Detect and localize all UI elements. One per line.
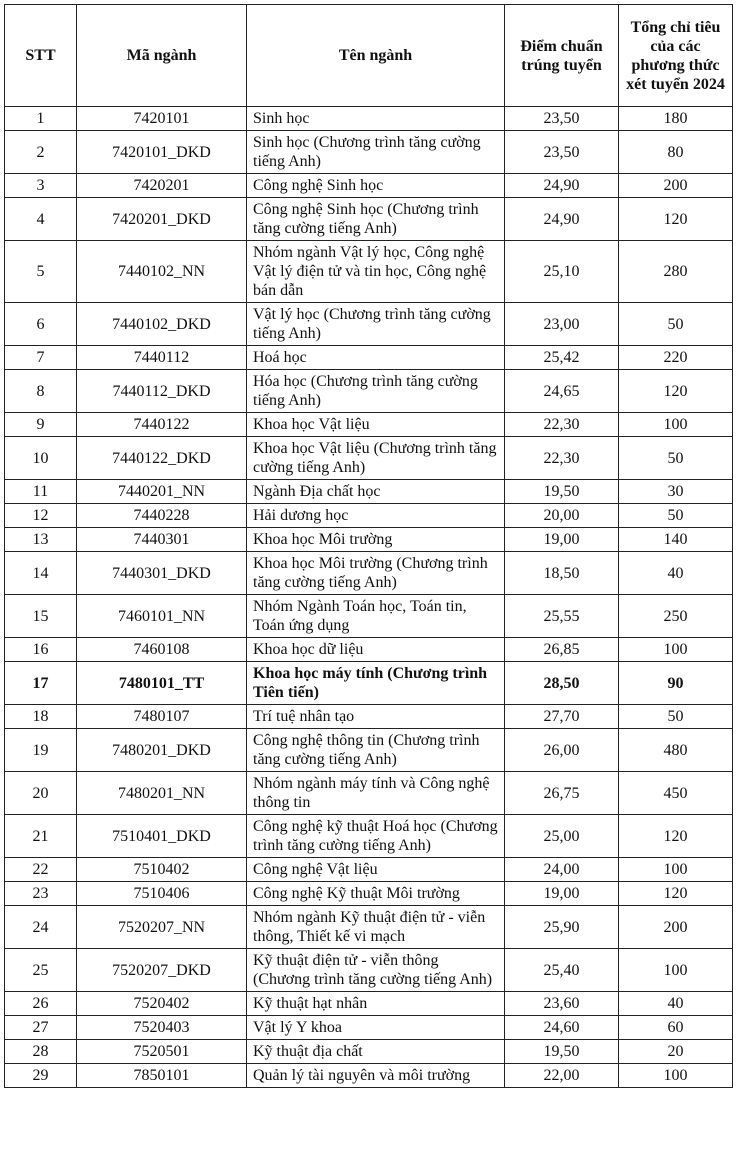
cell-quota: 100 — [619, 413, 733, 437]
cell-stt: 27 — [5, 1016, 77, 1040]
table-row — [5, 906, 733, 949]
cell-major-name: Kỹ thuật hạt nhân — [247, 992, 505, 1016]
table-row — [5, 480, 733, 504]
cell-stt: 18 — [5, 705, 77, 729]
cell-cutoff-score: 24,90 — [505, 174, 619, 198]
cell-major-code: 7440102_NN — [77, 241, 247, 303]
cell-major-code: 7510406 — [77, 882, 247, 906]
cell-quota: 60 — [619, 1016, 733, 1040]
cell-quota: 80 — [619, 131, 733, 174]
cell-major-name: Vật lý học (Chương trình tăng cường tiếng Anh) — [247, 303, 505, 346]
cell-major-name: Nhóm ngành Vật lý học, Công nghệ Vật lý điện tử và tin học, Công nghệ bán dẫn — [247, 241, 505, 303]
cell-stt: 26 — [5, 992, 77, 1016]
cell-stt: 21 — [5, 815, 77, 858]
cell-major-code: 7440122 — [77, 413, 247, 437]
cell-stt: 4 — [5, 198, 77, 241]
table-row — [5, 858, 733, 882]
cell-major-code: 7850101 — [77, 1064, 247, 1088]
cell-quota: 20 — [619, 1040, 733, 1064]
cell-major-name: Khoa học Môi trường (Chương trình tăng cường tiếng Anh) — [247, 552, 505, 595]
cell-quota: 200 — [619, 906, 733, 949]
cell-cutoff-score: 26,75 — [505, 772, 619, 815]
table-header — [5, 5, 733, 107]
cell-cutoff-score: 24,65 — [505, 370, 619, 413]
cell-cutoff-score: 26,00 — [505, 729, 619, 772]
cell-major-code: 7440102_DKD — [77, 303, 247, 346]
cell-major-code: 7440112_DKD — [77, 370, 247, 413]
cell-cutoff-score: 19,50 — [505, 1040, 619, 1064]
cell-cutoff-score: 20,00 — [505, 504, 619, 528]
cell-quota: 220 — [619, 346, 733, 370]
cell-major-name: Quản lý tài nguyên và môi trường — [247, 1064, 505, 1088]
table-row — [5, 992, 733, 1016]
cell-cutoff-score: 22,30 — [505, 413, 619, 437]
cell-cutoff-score: 25,00 — [505, 815, 619, 858]
table-row — [5, 949, 733, 992]
cell-stt: 15 — [5, 595, 77, 638]
cell-stt: 12 — [5, 504, 77, 528]
cell-major-name: Nhóm Ngành Toán học, Toán tin, Toán ứng dụng — [247, 595, 505, 638]
cell-cutoff-score: 19,00 — [505, 882, 619, 906]
table-row — [5, 595, 733, 638]
table-row — [5, 662, 733, 705]
cell-major-name: Hoá học — [247, 346, 505, 370]
cell-quota: 50 — [619, 437, 733, 480]
cell-quota: 100 — [619, 1064, 733, 1088]
cell-major-name: Khoa học Vật liệu (Chương trình tăng cường tiếng Anh) — [247, 437, 505, 480]
cell-stt: 28 — [5, 1040, 77, 1064]
cell-stt: 3 — [5, 174, 77, 198]
cell-cutoff-score: 26,85 — [505, 638, 619, 662]
cell-major-code: 7520403 — [77, 1016, 247, 1040]
cell-major-name: Công nghệ Sinh học (Chương trình tăng cường tiếng Anh) — [247, 198, 505, 241]
table-row — [5, 504, 733, 528]
cell-major-name: Kỹ thuật điện tử - viễn thông (Chương trình tăng cường tiếng Anh) — [247, 949, 505, 992]
cell-quota: 90 — [619, 662, 733, 705]
cell-cutoff-score: 25,55 — [505, 595, 619, 638]
cell-major-name: Sinh học — [247, 107, 505, 131]
cell-major-name: Khoa học dữ liệu — [247, 638, 505, 662]
cell-major-name: Công nghệ Vật liệu — [247, 858, 505, 882]
cell-major-name: Nhóm ngành máy tính và Công nghệ thông tin — [247, 772, 505, 815]
cell-quota: 40 — [619, 552, 733, 595]
cell-major-code: 7480101_TT — [77, 662, 247, 705]
cell-stt: 2 — [5, 131, 77, 174]
cell-major-code: 7480201_DKD — [77, 729, 247, 772]
cell-cutoff-score: 23,60 — [505, 992, 619, 1016]
table-row — [5, 437, 733, 480]
cell-cutoff-score: 23,50 — [505, 131, 619, 174]
header-total-quota: Tổng chỉ tiêu của các phương thức xét tuyển 2024 — [619, 5, 733, 107]
cell-cutoff-score: 19,00 — [505, 528, 619, 552]
cell-quota: 50 — [619, 303, 733, 346]
table-row — [5, 705, 733, 729]
table-row — [5, 131, 733, 174]
cell-cutoff-score: 23,50 — [505, 107, 619, 131]
cell-quota: 180 — [619, 107, 733, 131]
cell-stt: 10 — [5, 437, 77, 480]
cell-major-code: 7480107 — [77, 705, 247, 729]
header-major-code: Mã ngành — [77, 5, 247, 107]
cell-major-code: 7440122_DKD — [77, 437, 247, 480]
cell-major-name: Khoa học máy tính (Chương trình Tiên tiến) — [247, 662, 505, 705]
cell-stt: 8 — [5, 370, 77, 413]
cell-major-code: 7520402 — [77, 992, 247, 1016]
cell-quota: 480 — [619, 729, 733, 772]
cell-major-code: 7520207_NN — [77, 906, 247, 949]
table-row — [5, 815, 733, 858]
cell-major-code: 7520207_DKD — [77, 949, 247, 992]
table-row — [5, 370, 733, 413]
cell-stt: 22 — [5, 858, 77, 882]
cell-major-name: Ngành Địa chất học — [247, 480, 505, 504]
cell-major-name: Hóa học (Chương trình tăng cường tiếng Anh) — [247, 370, 505, 413]
cell-major-name: Sinh học (Chương trình tăng cường tiếng Anh) — [247, 131, 505, 174]
table-row — [5, 413, 733, 437]
cell-stt: 23 — [5, 882, 77, 906]
cell-stt: 25 — [5, 949, 77, 992]
cell-quota: 50 — [619, 705, 733, 729]
cell-cutoff-score: 25,90 — [505, 906, 619, 949]
cell-quota: 120 — [619, 815, 733, 858]
cell-stt: 16 — [5, 638, 77, 662]
cell-major-code: 7440201_NN — [77, 480, 247, 504]
cell-stt: 6 — [5, 303, 77, 346]
table-row — [5, 303, 733, 346]
cell-quota: 100 — [619, 949, 733, 992]
cell-stt: 29 — [5, 1064, 77, 1088]
table-row — [5, 729, 733, 772]
cell-stt: 19 — [5, 729, 77, 772]
table-row — [5, 346, 733, 370]
table-row — [5, 241, 733, 303]
cell-cutoff-score: 25,40 — [505, 949, 619, 992]
cell-cutoff-score: 22,00 — [505, 1064, 619, 1088]
cell-major-name: Nhóm ngành Kỹ thuật điện tử - viễn thông, Thiết kế vi mạch — [247, 906, 505, 949]
cell-quota: 30 — [619, 480, 733, 504]
cell-cutoff-score: 25,42 — [505, 346, 619, 370]
cell-quota: 120 — [619, 882, 733, 906]
cell-major-code: 7440301_DKD — [77, 552, 247, 595]
cell-cutoff-score: 25,10 — [505, 241, 619, 303]
cell-major-name: Kỹ thuật địa chất — [247, 1040, 505, 1064]
cell-cutoff-score: 23,00 — [505, 303, 619, 346]
cell-quota: 120 — [619, 198, 733, 241]
cell-major-name: Trí tuệ nhân tạo — [247, 705, 505, 729]
cell-quota: 50 — [619, 504, 733, 528]
cell-major-name: Công nghệ kỹ thuật Hoá học (Chương trình tăng cường tiếng Anh) — [247, 815, 505, 858]
cell-major-name: Công nghệ Kỹ thuật Môi trường — [247, 882, 505, 906]
cell-cutoff-score: 24,90 — [505, 198, 619, 241]
table-row — [5, 174, 733, 198]
admission-score-table-container — [4, 4, 732, 1088]
cell-quota: 450 — [619, 772, 733, 815]
cell-major-code: 7420201 — [77, 174, 247, 198]
cell-cutoff-score: 28,50 — [505, 662, 619, 705]
header-stt: STT — [5, 5, 77, 107]
cell-stt: 20 — [5, 772, 77, 815]
cell-quota: 40 — [619, 992, 733, 1016]
table-row — [5, 198, 733, 241]
cell-major-code: 7480201_NN — [77, 772, 247, 815]
table-row — [5, 107, 733, 131]
cell-quota: 200 — [619, 174, 733, 198]
cell-stt: 11 — [5, 480, 77, 504]
cell-major-code: 7520501 — [77, 1040, 247, 1064]
header-major-name: Tên ngành — [247, 5, 505, 107]
table-row — [5, 528, 733, 552]
table-row — [5, 1040, 733, 1064]
cell-quota: 280 — [619, 241, 733, 303]
cell-stt: 17 — [5, 662, 77, 705]
table-row — [5, 638, 733, 662]
table-body — [5, 107, 733, 1088]
cell-stt: 5 — [5, 241, 77, 303]
cell-stt: 14 — [5, 552, 77, 595]
cell-cutoff-score: 24,00 — [505, 858, 619, 882]
cell-major-code: 7420201_DKD — [77, 198, 247, 241]
cell-major-name: Khoa học Vật liệu — [247, 413, 505, 437]
cell-major-code: 7440301 — [77, 528, 247, 552]
cell-major-name: Công nghệ Sinh học — [247, 174, 505, 198]
cell-stt: 7 — [5, 346, 77, 370]
cell-quota: 140 — [619, 528, 733, 552]
cell-major-code: 7440228 — [77, 504, 247, 528]
cell-cutoff-score: 22,30 — [505, 437, 619, 480]
cell-quota: 250 — [619, 595, 733, 638]
cell-major-code: 7460101_NN — [77, 595, 247, 638]
table-row — [5, 772, 733, 815]
admission-score-table — [4, 4, 733, 1088]
cell-cutoff-score: 18,50 — [505, 552, 619, 595]
cell-major-code: 7420101_DKD — [77, 131, 247, 174]
cell-major-name: Công nghệ thông tin (Chương trình tăng cường tiếng Anh) — [247, 729, 505, 772]
cell-quota: 100 — [619, 638, 733, 662]
table-row — [5, 1016, 733, 1040]
cell-major-name: Khoa học Môi trường — [247, 528, 505, 552]
cell-quota: 100 — [619, 858, 733, 882]
cell-cutoff-score: 24,60 — [505, 1016, 619, 1040]
table-row — [5, 552, 733, 595]
cell-quota: 120 — [619, 370, 733, 413]
cell-cutoff-score: 27,70 — [505, 705, 619, 729]
table-row — [5, 882, 733, 906]
cell-major-code: 7420101 — [77, 107, 247, 131]
cell-major-name: Vật lý Y khoa — [247, 1016, 505, 1040]
cell-stt: 24 — [5, 906, 77, 949]
cell-major-code: 7510402 — [77, 858, 247, 882]
cell-cutoff-score: 19,50 — [505, 480, 619, 504]
header-cutoff-score: Điểm chuẩn trúng tuyển — [505, 5, 619, 107]
cell-stt: 9 — [5, 413, 77, 437]
cell-stt: 1 — [5, 107, 77, 131]
cell-major-code: 7510401_DKD — [77, 815, 247, 858]
cell-major-code: 7460108 — [77, 638, 247, 662]
header-row — [5, 5, 733, 107]
cell-major-code: 7440112 — [77, 346, 247, 370]
table-row — [5, 1064, 733, 1088]
cell-stt: 13 — [5, 528, 77, 552]
cell-major-name: Hải dương học — [247, 504, 505, 528]
